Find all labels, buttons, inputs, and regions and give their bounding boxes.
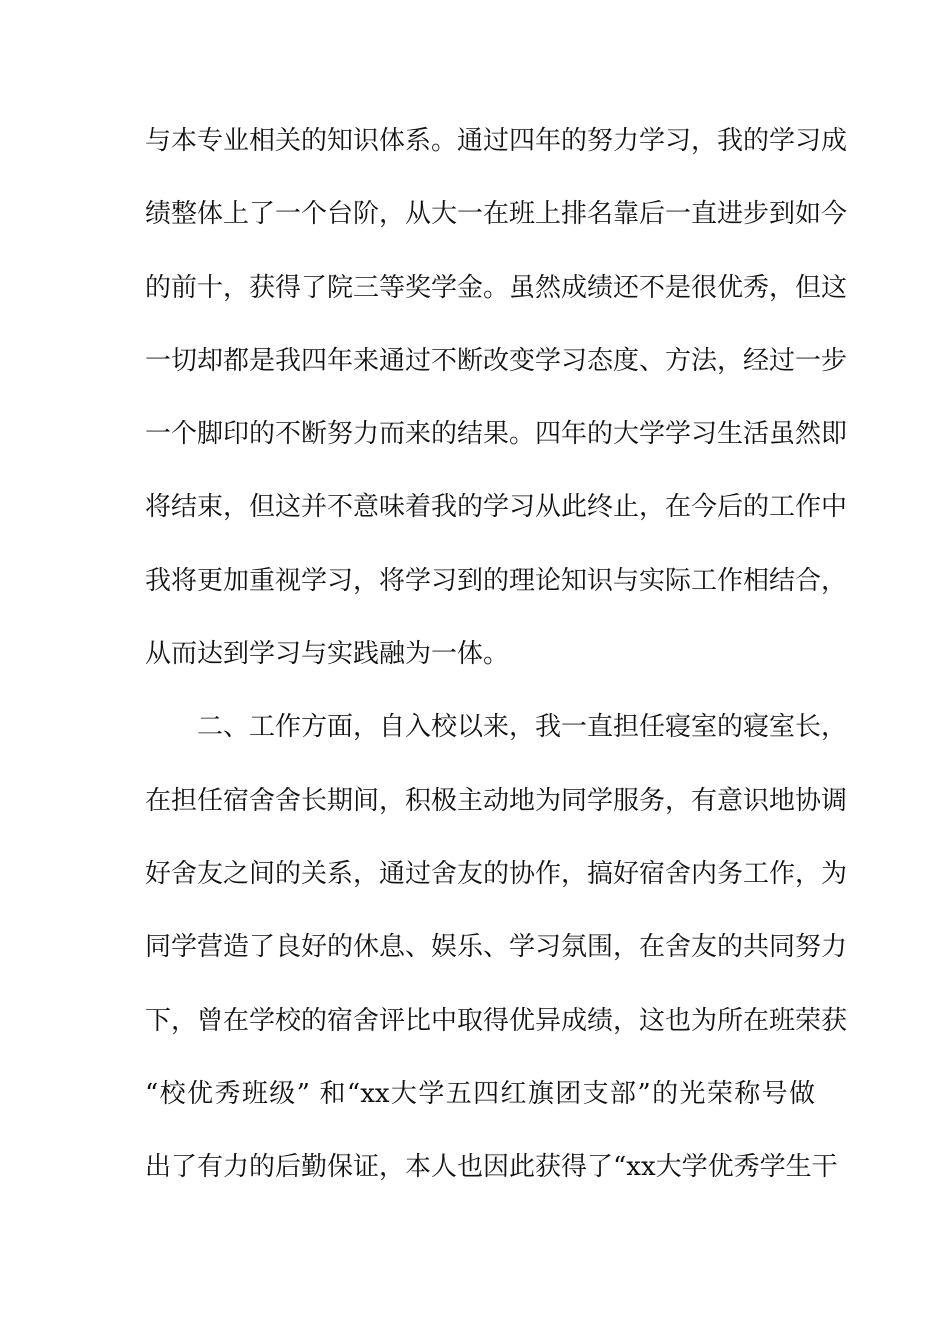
text-line: 在担任宿舍舍长期间，积极主动地为同学服务，有意识地协调 (145, 785, 848, 816)
text-line: 与本专业相关的知识体系。通过四年的努力学习，我的学习成 (145, 126, 848, 156)
text-line: 的前十，获得了院三等奖学金。虽然成绩还不是很优秀，但这 (145, 272, 848, 303)
text-line: 下，曾在学校的宿舍评比中取得优异成绩，这也为所在班荣获 (145, 1005, 848, 1036)
text-line: 出了有力的后勤保证，本人也因此获得了“xx大学优秀学生干 (145, 1152, 838, 1183)
text-line: 绩整体上了一个台阶，从大一在班上排名靠后一直进步到如今 (145, 199, 848, 230)
text-line: 我将更加重视学习，将学习到的理论知识与实际工作相结合， (145, 565, 848, 596)
text-line: 从而达到学习与实践融为一体。 (145, 639, 510, 670)
text-line: 同学营造了良好的休息、娱乐、学习氛围，在舍友的共同努力 (145, 932, 848, 963)
text-line: 一切却都是我四年来通过不断改变学习态度、方法，经过一步 (145, 345, 848, 376)
text-line: 一个脚印的不断努力而来的结果。四年的大学学习生活虽然即 (145, 419, 848, 450)
document-body (145, 126, 848, 1227)
text-line: 将结束，但这并不意味着我的学习从此终止，在今后的工作中 (145, 492, 848, 523)
text-line: 好舍友之间的关系，通过舍友的协作，搞好宿舍内务工作，为 (145, 858, 848, 889)
text-line: “校优秀班级” 和“xx大学五四红旗团支部”的光荣称号做 (145, 1078, 815, 1109)
text-line: 二、工作方面，自入校以来，我一直担任寝室的寝室长， (197, 712, 848, 743)
